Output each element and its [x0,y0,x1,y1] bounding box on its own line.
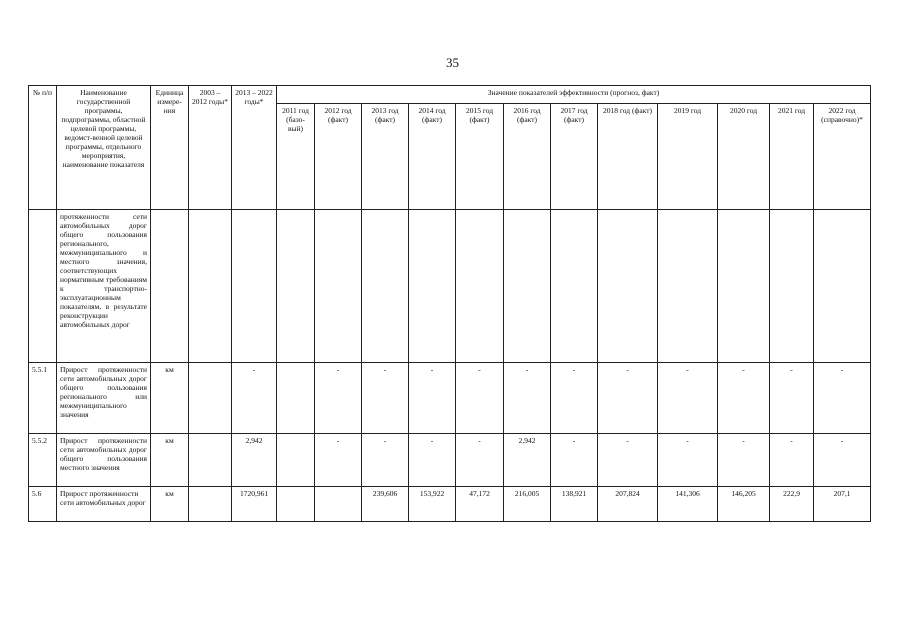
cell-value: 222,9 [770,487,814,522]
row-unit: км [151,434,189,487]
header-unit: Единица измере-ния [151,86,189,210]
header-year: 2012 год (факт) [315,104,362,210]
cell-value: - [718,363,770,434]
row-name: Прирост протяженности сети автомобильных дорог [57,487,151,522]
row-name: протяженности сети автомобильных дорог общего пользования регионального, межмуниципального и местного значения, соответствующих нормативным требованиям к транспортно-эксплуатационным показателям, в результате реконструкции автомобильных дорог [57,210,151,363]
cell-value: - [315,363,362,434]
header-group: Значение показателей эффективности (прогноз, факт) [277,86,871,104]
page-number: 35 [446,55,459,70]
cell-value [551,210,598,363]
cell-value: 153,922 [409,487,456,522]
cell-value: 2,942 [504,434,551,487]
cell-value [814,210,871,363]
header-period-2003: 2003 – 2012 годы* [189,86,232,210]
row-num: 5.5.1 [29,363,57,434]
cell-value: - [456,434,504,487]
cell-value: 239,606 [362,487,409,522]
cell-value: 141,306 [658,487,718,522]
cell-value: - [409,363,456,434]
table-row [29,210,871,363]
header-year: 2011 год (базо-вый) [277,104,315,210]
header-year: 2020 год [718,104,770,210]
cell-value: - [409,434,456,487]
cell-value: - [770,434,814,487]
table-row [29,363,871,434]
row-name: Прирост протяженности сети автомобильных дорог общего пользования регионального или межмуниципального значения [57,363,151,434]
row-period-2003 [189,487,232,522]
cell-value: 47,172 [456,487,504,522]
cell-value: 216,005 [504,487,551,522]
header-period-2013: 2013 – 2022 годы* [232,86,277,210]
header-year: 2017 год (факт) [551,104,598,210]
cell-value [409,210,456,363]
header-year: 2018 год (факт) [598,104,658,210]
cell-value: - [598,363,658,434]
cell-value: - [456,363,504,434]
header-year: 2022 год (справочно)* [814,104,871,210]
cell-value: - [814,434,871,487]
row-period-2003 [189,210,232,363]
cell-value: - [362,363,409,434]
cell-value [362,210,409,363]
cell-value: - [718,434,770,487]
cell-value: - [814,363,871,434]
cell-value [277,487,315,522]
header-year: 2019 год [658,104,718,210]
header-num: № п/п [29,86,57,210]
row-unit: км [151,487,189,522]
header-year: 2016 год (факт) [504,104,551,210]
cell-value: - [598,434,658,487]
cell-value: - [551,434,598,487]
row-name: Прирост протяженности сети автомобильных дорог общего пользования местного значения [57,434,151,487]
row-period-2003 [189,363,232,434]
header-year: 2021 год [770,104,814,210]
header-year: 2013 год (факт) [362,104,409,210]
cell-value [315,487,362,522]
header-name: Наименование государственной программы, подпрограммы, областной целевой программы, ведомст-венной целевой программы, отдельного мероприятия, наименование показателя [57,86,151,210]
row-unit [151,210,189,363]
cell-value: 138,921 [551,487,598,522]
row-unit: км [151,363,189,434]
cell-value [770,210,814,363]
header-year: 2015 год (факт) [456,104,504,210]
cell-value [277,363,315,434]
cell-value: - [658,434,718,487]
cell-value: 207,1 [814,487,871,522]
row-period-2013: - [232,363,277,434]
cell-value [658,210,718,363]
indicators-table [28,85,871,522]
row-period-2003 [189,434,232,487]
row-period-2013: 1720,961 [232,487,277,522]
row-period-2013 [232,210,277,363]
cell-value [277,434,315,487]
table-row [29,434,871,487]
header-year: 2014 год (факт) [409,104,456,210]
cell-value: - [551,363,598,434]
cell-value: - [315,434,362,487]
cell-value [598,210,658,363]
cell-value: 207,824 [598,487,658,522]
cell-value [718,210,770,363]
row-period-2013: 2,942 [232,434,277,487]
row-num [29,210,57,363]
cell-value: - [770,363,814,434]
row-num: 5.5.2 [29,434,57,487]
cell-value: 146,205 [718,487,770,522]
table-row [29,487,871,522]
cell-value: - [658,363,718,434]
cell-value [277,210,315,363]
row-num: 5.6 [29,487,57,522]
cell-value [504,210,551,363]
cell-value: - [504,363,551,434]
cell-value: - [362,434,409,487]
cell-value [456,210,504,363]
cell-value [315,210,362,363]
